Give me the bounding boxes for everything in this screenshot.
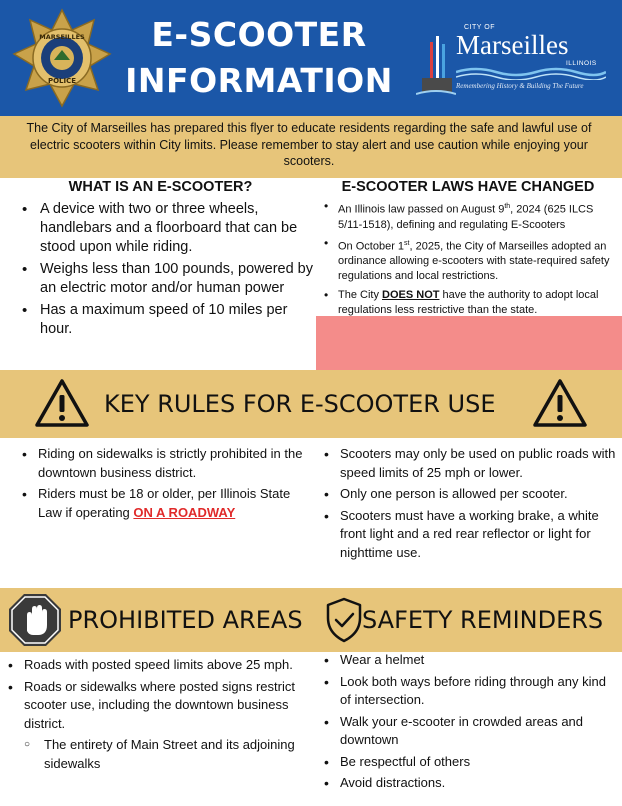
key-rules-left-list <box>20 445 310 525</box>
police-badge-icon <box>12 8 112 108</box>
title-line-2: INFORMATION <box>125 61 393 100</box>
law-1-text-b: , 2024 (625 ILCS 5/11-1518), defining and regulating E-Scooters <box>338 203 594 231</box>
badge-top-text: MARSEILLES <box>39 33 85 41</box>
law-3-text-b: have the authority to adopt local regulations less restrictive than the state. <box>338 289 599 317</box>
law-2-text-b: , 2025, the City of Marseilles adopted an ordinance allowing e-scooters with state-required safety regulations and local restrictions. <box>338 240 610 283</box>
what-is-heading: WHAT IS AN E-SCOOTER? <box>68 179 253 195</box>
stop-hand-icon <box>8 593 62 647</box>
list-item: • Scooters must have a working brake, a white front light and a red rear reflector or light for nighttime use. <box>322 507 616 563</box>
list-item: • Roads with posted speed limits above 25 mph. <box>6 656 306 675</box>
city-logo <box>416 18 612 100</box>
lighthouse-icon <box>416 18 456 100</box>
warning-icon <box>34 378 90 428</box>
intro-text: The City of Marseilles has prepared this flyer to educate residents regarding the safe and lawful use of electric scooters within City limits. Please remember to stay alert and use caution while enjoying your scooters. <box>0 116 622 178</box>
rule-age-text: Riders must be 18 or older, per Illinois State Law if operating <box>38 486 291 520</box>
list-item <box>322 288 618 318</box>
law-3-text-a: The City <box>338 289 383 302</box>
laws-heading: E-SCOOTER LAWS HAVE CHANGED <box>341 179 595 195</box>
list-item: • Riding on sidewalks is strictly prohibited in the downtown business district. <box>20 445 310 482</box>
law-2-sup: st <box>404 239 410 247</box>
list-item: • Wear a helmet <box>322 651 618 670</box>
key-rules-heading: KEY RULES FOR E-SCOOTER USE <box>104 390 496 418</box>
key-rules-right-list <box>322 445 616 565</box>
list-item <box>322 236 618 285</box>
laws-list <box>322 199 618 321</box>
logo-city-of: CITY OF <box>464 24 495 31</box>
title-line-1: E-SCOOTER <box>151 15 367 54</box>
list-item: • Roads or sidewalks where posted signs restrict scooter use, including the downtown business district. <box>6 678 306 734</box>
areas-reminders-band <box>0 588 622 652</box>
logo-tagline: Remembering History & Building The Future <box>456 82 584 90</box>
list-sub-item: ○ The entirety of Main Street and its adjoining sidewalks <box>18 736 306 773</box>
what-is-list <box>22 200 318 342</box>
list-item: • Avoid distractions. <box>322 774 618 793</box>
law-3-emphasis: DOES NOT <box>382 289 440 302</box>
shield-check-icon <box>324 596 364 644</box>
rule-roadway-emphasis: ON A ROADWAY <box>133 504 236 520</box>
law-1-sup: th <box>504 203 511 210</box>
prohibited-heading: PROHIBITED AREAS <box>68 606 303 634</box>
key-rules-band <box>0 370 622 438</box>
logo-city-name: Marseilles <box>456 30 569 60</box>
page-title <box>120 12 398 104</box>
alert-highlight-box <box>316 316 622 370</box>
warning-icon <box>532 378 588 428</box>
logo-state: ILLINOIS <box>566 60 597 67</box>
prohibited-list <box>6 656 306 776</box>
safety-heading: SAFETY REMINDERS <box>362 606 604 634</box>
list-item <box>20 485 310 522</box>
safety-list <box>322 651 618 796</box>
badge-bottom-text: POLICE <box>47 77 77 85</box>
list-item: • A device with two or three wheels, handlebars and a floorboard that can be stood upon while riding. <box>22 200 318 257</box>
list-item <box>322 199 618 233</box>
list-item: • Only one person is allowed per scooter. <box>322 485 616 504</box>
list-item: • Be respectful of others <box>322 753 618 772</box>
list-item: • Look both ways before riding through any kind of intersection. <box>322 673 618 710</box>
list-item: • Scooters may only be used on public roads with speed limits of 25 mph or lower. <box>322 445 616 482</box>
list-item: • Has a maximum speed of 10 miles per hour. <box>22 301 318 339</box>
list-item: • Walk your e-scooter in crowded areas and downtown <box>322 713 618 750</box>
list-item: • Weighs less than 100 pounds, powered by an electric motor and/or human power <box>22 260 318 298</box>
law-1-text-a: An Illinois law passed on August 9 <box>338 203 505 216</box>
header-banner <box>0 0 622 116</box>
law-2-text-a: On October 1 <box>338 240 405 253</box>
logo-waves-icon <box>456 66 606 80</box>
